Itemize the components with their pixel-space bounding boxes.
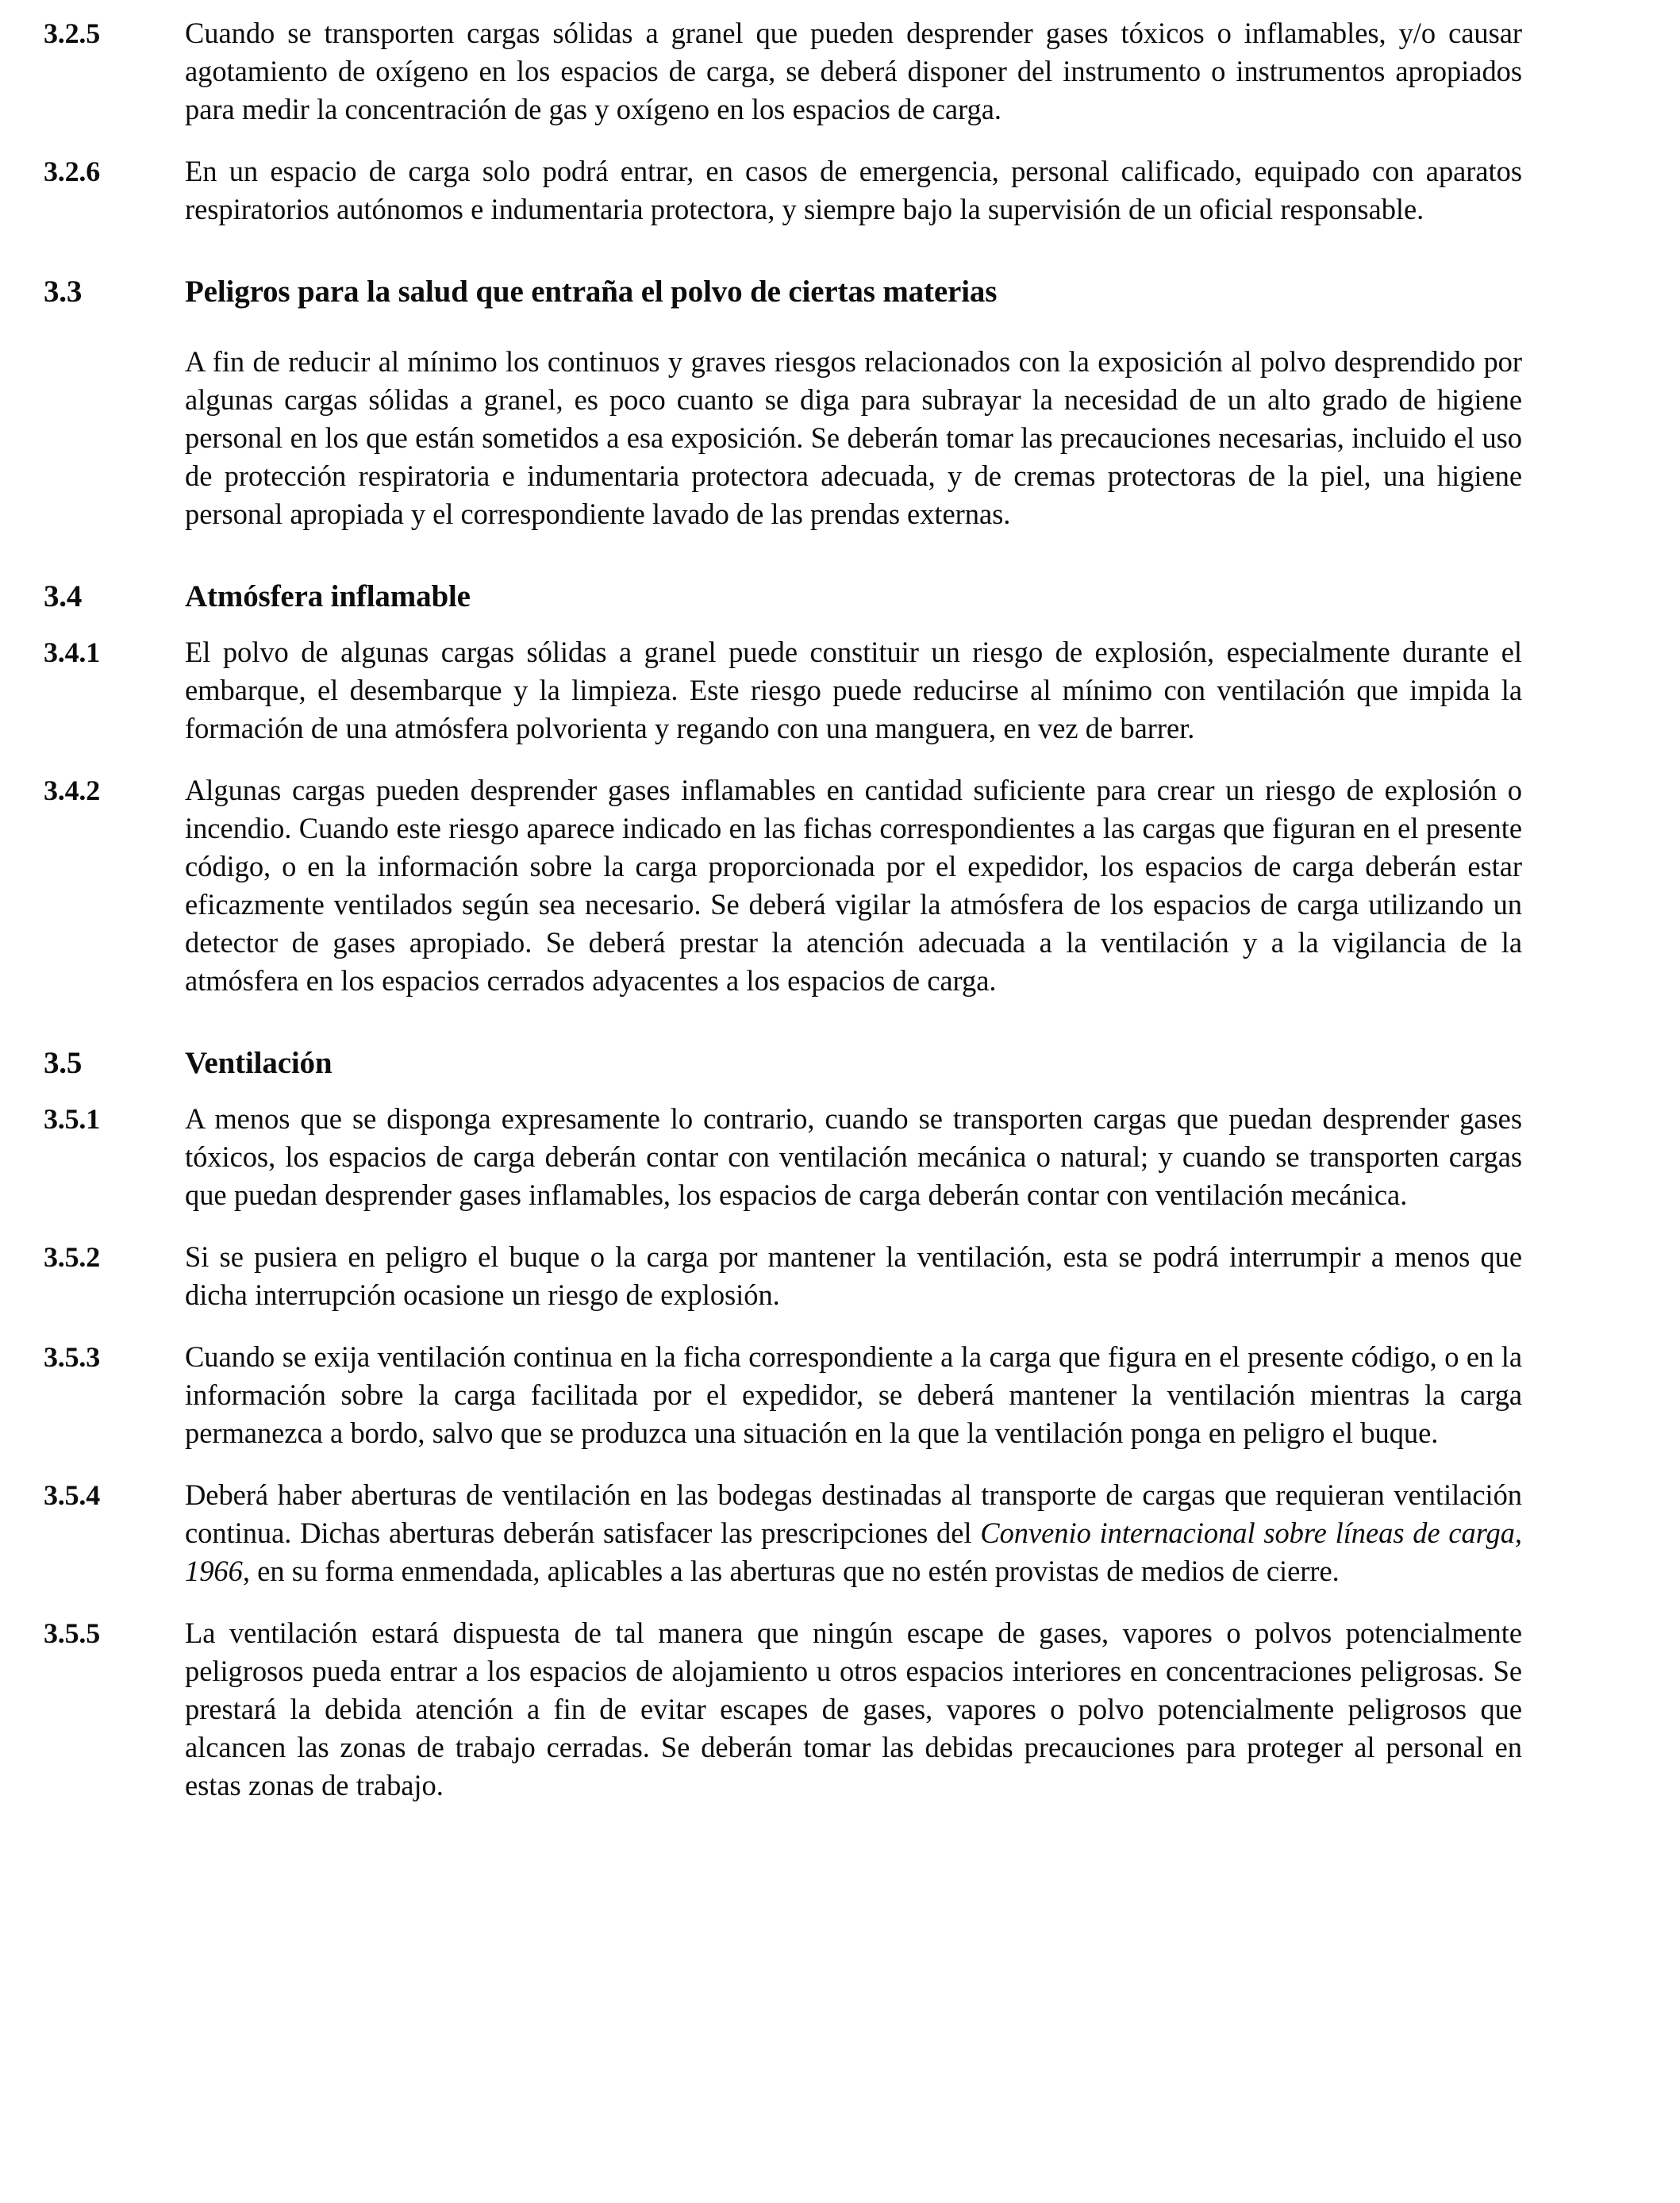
clause-number: 3.5.5 xyxy=(44,1617,101,1649)
section-heading-3-5 xyxy=(44,1043,1522,1084)
clause-text: Cuando se transporten cargas sólidas a granel que pueden desprender gases tóxicos o inflamables, y/o causar agotamiento de oxígeno en los espacios de carga, se deberá disponer del instrumento o instrumentos apropiados para medir la concentración de gas y oxígeno en los espacios de carga. xyxy=(185,17,1522,125)
clause-text: El polvo de algunas cargas sólidas a granel puede constituir un riesgo de explosión, especialmente durante el embarque, el desembarque y la limpieza. Este riesgo puede reducirse al mínimo con ventilación que impida la formación de una atmósfera polvorienta y regando con una manguera, en vez de barrer. xyxy=(185,636,1522,744)
clause-text: Cuando se exija ventilación continua en la ficha correspondiente a la carga que figura en el presente código, o en la información sobre la carga facilitada por el expedidor, se deberá mantener la ventilación mientras la carga permanezca a bordo, salvo que se produzca una situación en la que la ventilación ponga en peligro el buque. xyxy=(185,1340,1522,1449)
clause-text: A menos que se disponga expresamente lo contrario, cuando se transporten cargas que puedan desprender gases tóxicos, los espacios de carga deberán contar con ventilación mecánica o natural; y cuando se transporten cargas que puedan desprender gases inflamables, los espacios de carga deberán contar con ventilación mecánica. xyxy=(185,1102,1522,1211)
clause-text: En un espacio de carga solo podrá entrar, en casos de emergencia, personal calificado, equipado con aparatos respiratorios autónomos e indumentaria protectora, y siempre bajo la supervisión de un oficial responsable. xyxy=(185,155,1522,225)
clause-text: Si se pusiera en peligro el buque o la carga por mantener la ventilación, esta se podrá interrumpir a menos que dicha interrupción ocasione un riesgo de explosión. xyxy=(185,1240,1522,1311)
clause-3-4-2 xyxy=(44,771,1522,1000)
clause-number: 3.5.3 xyxy=(44,1341,101,1373)
clause-number: 3.5.4 xyxy=(44,1479,101,1511)
clause-number: 3.5.2 xyxy=(44,1241,101,1273)
clause-3-5-4 xyxy=(44,1476,1522,1590)
clause-3-2-5 xyxy=(44,14,1522,129)
section-number: 3.3 xyxy=(44,275,83,309)
clause-text-tail: , en su forma enmendada, aplicables a las aberturas que no estén provistas de medios de cierre. xyxy=(242,1555,1340,1587)
section-heading-3-4 xyxy=(44,576,1522,617)
clause-number: 3.5.1 xyxy=(44,1103,101,1135)
section-3-3-paragraph: A fin de reducir al mínimo los continuos y graves riesgos relacionados con la exposición al polvo desprendido por algunas cargas sólidas a granel, es poco cuanto se diga para subrayar la necesidad de un alto grado de higiene personal en los que están sometidos a esa exposición. Se deberán tomar las precauciones necesarias, incluido el uso de protección respiratoria e indumentaria protectora adecuada, y de cremas protectoras de la piel, una higiene personal apropiada y el correspondiente lavado de las prendas externas. xyxy=(185,345,1522,530)
clause-text xyxy=(185,1476,1522,1590)
clause-text: Algunas cargas pueden desprender gases inflamables en cantidad suficiente para crear un riesgo de explosión o incendio. Cuando este riesgo aparece indicado en las fichas correspondientes a las cargas que figuran en el presente código, o en la información sobre la carga proporcionada por el expedidor, los espacios de carga deberán estar eficazmente ventilados según sea necesario. Se deberá vigilar la atmósfera de los espacios de carga utilizando un detector de gases apropiado. Se deberá prestar la atención adecuada a la ventilación y a la vigilancia de la atmósfera en los espacios cerrados adyacentes a los espacios de carga. xyxy=(185,774,1522,997)
clause-3-5-3 xyxy=(44,1338,1522,1452)
section-number: 3.4 xyxy=(44,579,83,613)
clause-number: 3.2.6 xyxy=(44,156,101,187)
section-title: Peligros para la salud que entraña el polvo de ciertas materias xyxy=(185,275,998,309)
clause-3-5-5 xyxy=(44,1614,1522,1805)
clause-number: 3.2.5 xyxy=(44,17,101,49)
clause-3-4-1 xyxy=(44,633,1522,748)
section-title: Ventilación xyxy=(185,1046,333,1080)
section-heading-3-3 xyxy=(44,271,1522,313)
clause-number: 3.4.1 xyxy=(44,636,101,668)
section-number: 3.5 xyxy=(44,1046,83,1080)
clause-text: La ventilación estará dispuesta de tal manera que ningún escape de gases, vapores o polvos potencialmente peligrosos pueda entrar a los espacios de alojamiento u otros espacios interiores en concentraciones peligrosas. Se prestará la debida atención a fin de evitar escapes de gases, vapores o polvo potencialmente peligrosos que alcancen las zonas de trabajo cerradas. Se deberán tomar las debidas precauciones para proteger al personal en estas zonas de trabajo. xyxy=(185,1617,1522,1801)
clause-text-lead: Deberá haber aberturas de ventilación en las bodegas destinadas al transporte de cargas que requieran ventilación continua. Dichas aberturas deberán satisfacer las prescripciones del xyxy=(185,1478,1522,1549)
clause-3-2-6 xyxy=(44,152,1522,229)
convention-title-italic: Convenio internacional sobre líneas de carga, 1966 xyxy=(185,1517,1522,1587)
clause-3-5-1 xyxy=(44,1100,1522,1214)
clause-number: 3.4.2 xyxy=(44,775,101,806)
clause-3-5-2 xyxy=(44,1238,1522,1314)
section-title: Atmósfera inflamable xyxy=(185,579,471,613)
